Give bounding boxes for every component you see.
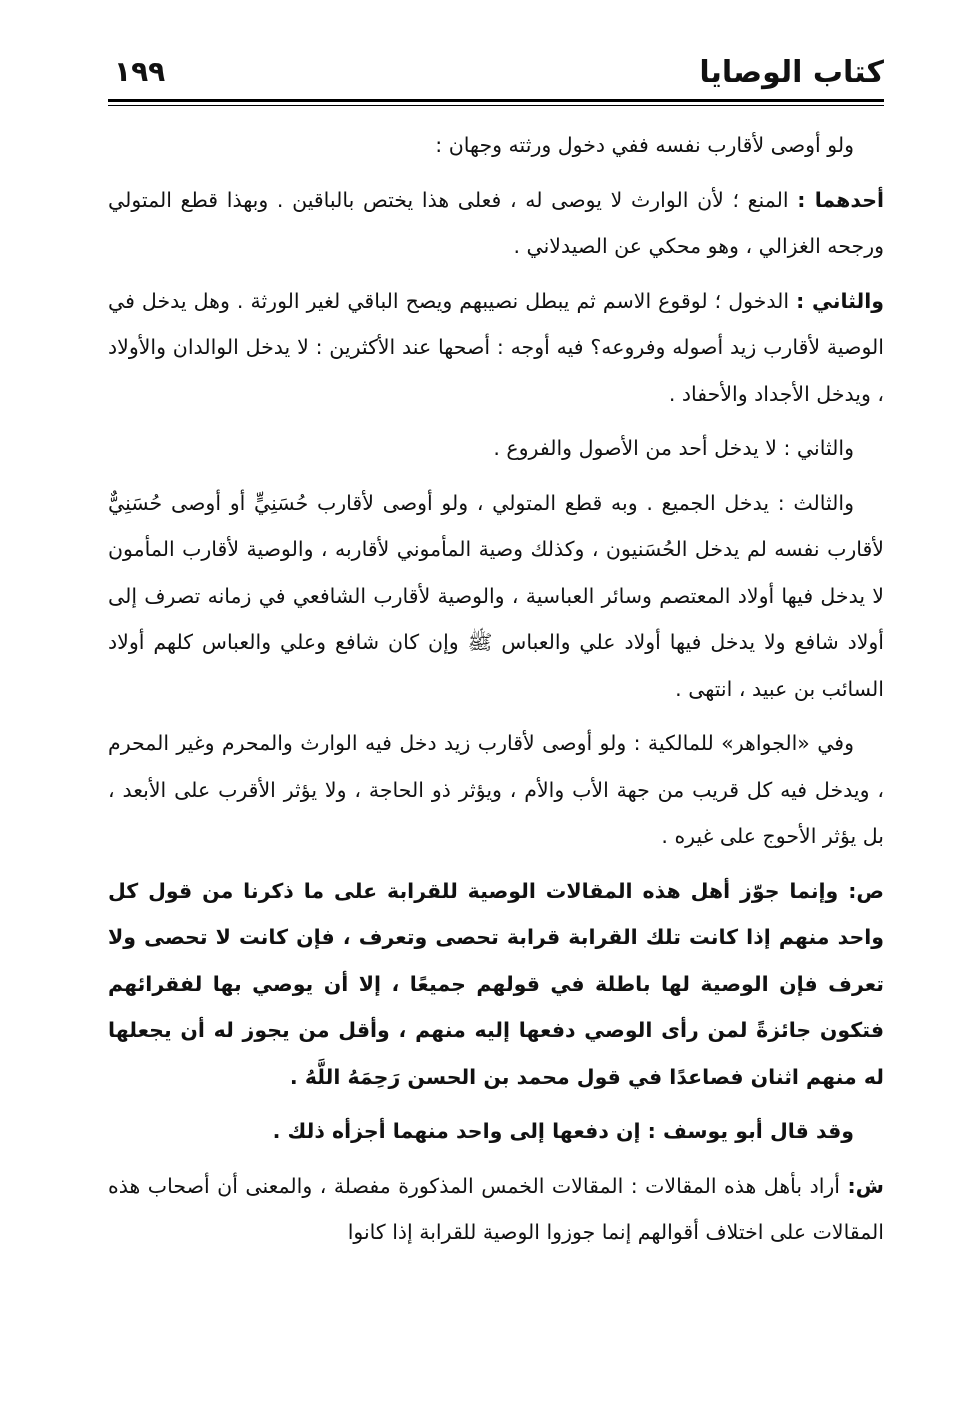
paragraph-text: وفي «الجواهر» للمالكية : ولو أوصى لأقارب زيد دخل فيه الوارث والمحرم وغير المحرم ، ويدخل فيه كل قريب من جهة الأب والأم ، ويؤثر ذو الحاجة ، ولا يؤثر الأقرب على الأبعد ، بل يؤثر الأحوج على غيره .: [108, 731, 884, 848]
page-number: ١٩٩: [114, 55, 166, 88]
running-title: كتاب الوصايا: [699, 55, 884, 90]
matn-paragraph: [108, 1108, 884, 1155]
matn-paragraph: [108, 868, 884, 1101]
paragraph: [108, 425, 884, 472]
page-body: [108, 122, 884, 1264]
paragraph-lead: والثاني :: [796, 288, 884, 313]
paragraph-text: ولو أوصى لأقارب نفسه ففي دخول ورثته وجهان :: [435, 133, 854, 157]
paragraph: [108, 278, 884, 418]
paragraph-lead: ش:: [847, 1173, 884, 1198]
paragraph-text: والثاني : لا يدخل أحد من الأصول والفروع .: [493, 436, 854, 460]
paragraph-text: أراد بأهل هذه المقالات : المقالات الخمس المذكورة مفصلة ، والمعنى أن أصحاب هذه المقالات على اختلاف أقوالهم إنما جوزوا الوصية للقرابة إذا كانوا: [108, 1173, 884, 1244]
paragraph-text: والثالث : يدخل الجميع . وبه قطع المتولي ، ولو أوصى لأقارب حُسَنِيٍّ أو أوصى حُسَنِيٌّ لأقارب نفسه لم يدخل الحُسَنيون ، وكذلك وصية المأموني لأقاربه ، والوصية لأقارب المأمون لا يدخل فيها أولاد المعتصم وسائر العباسية ، والوصية لأقارب الشافعي في زمانه تصرف إلى أولاد شافع ولا يدخل فيها أولاد علي والعباس ﷺ وإن كان شافع وعلي والعباس كلهم أولاد السائب بن عبيد ، انتهى .: [108, 490, 884, 701]
paragraph-lead: أحدهما :: [797, 187, 884, 212]
page-header: [108, 52, 884, 98]
paragraph: [108, 177, 884, 270]
sharh-paragraph: [108, 1163, 884, 1256]
paragraph-text: المنع ؛ لأن الوارث لا يوصى له ، فعلى هذا يختص بالباقين . وبهذا قطع المتولي ورجحه الغزالي ، وهو محكي عن الصيدلاني .: [108, 187, 884, 258]
paragraph: [108, 480, 884, 713]
paragraph-text: وقد قال أبو يوسف : إن دفعها إلى واحد منهما أجزأه ذلك .: [272, 1119, 854, 1143]
paragraph-text: الدخول ؛ لوقوع الاسم ثم يبطل نصيبهم ويصح الباقي لغير الورثة . وهل يدخل في الوصية لأقارب زيد أصوله وفروعه؟ فيه أوجه : أصحها عند الأكثرين : لا يدخل الوالدان والأولاد ، ويدخل الأجداد والأحفاد .: [108, 288, 884, 406]
paragraph-lead: ص:: [848, 878, 884, 903]
header-rule-thick: [108, 99, 884, 102]
paragraph: [108, 720, 884, 860]
header-rule-thin: [108, 105, 884, 106]
paragraph: [108, 122, 884, 169]
paragraph-text: وإنما جوّز أهل هذه المقالات الوصية للقرابة على ما ذكرنا من قول كل واحد منهم إذا كانت تلك القرابة قرابة تحصى وتعرف ، فإن كانت لا تحصى ولا تعرف فإن الوصية لها باطلة في قولهم جميعًا ، إلا أن يوصي بها لفقرائهم فتكون جائزةً لمن رأى الوصي دفعها إليه منهم ، وأقل من يجوز له أن يجعلها له منهم اثنان فصاعدًا في قول محمد بن الحسن رَحِمَهُ اللَّهُ .: [108, 878, 884, 1089]
